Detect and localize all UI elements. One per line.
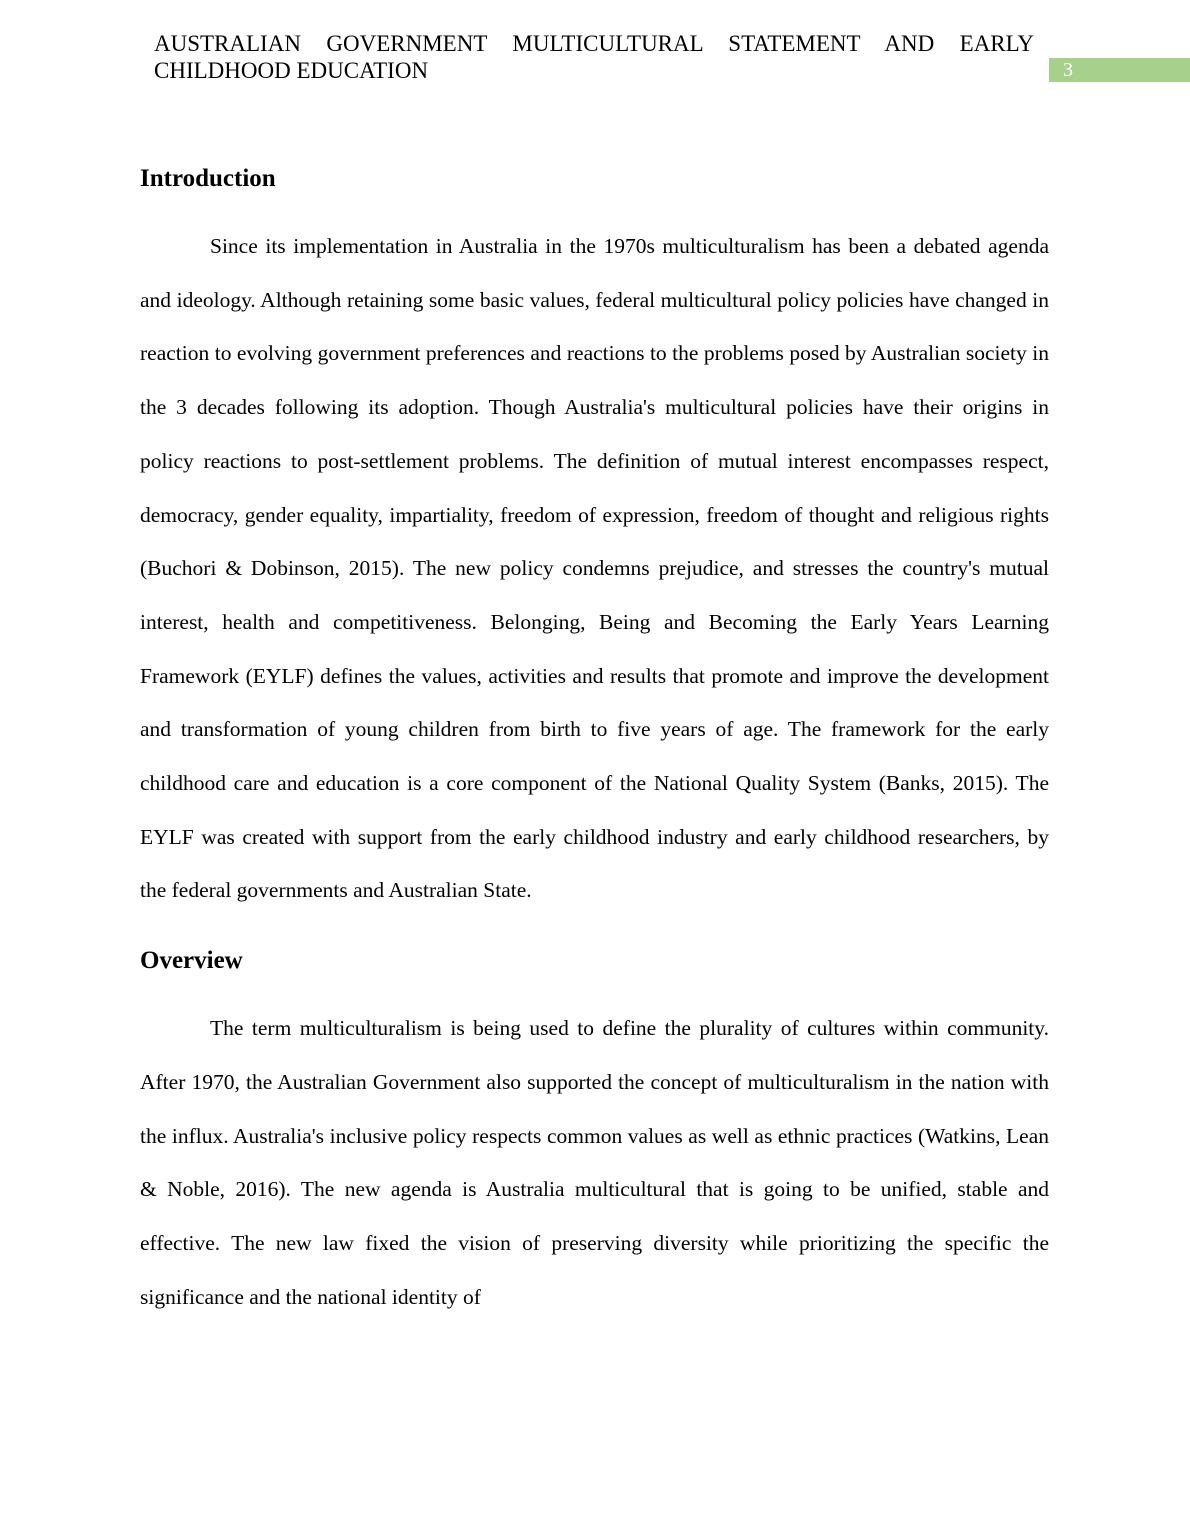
document-body xyxy=(140,160,1049,1324)
introduction-paragraph: Since its implementation in Australia in the 1970s multiculturalism has been a debated agenda and ideology. Although retaining some basic values, federal multicultural policy policies have changed in reaction to evolving government preferences and reactions to the problems posed by Australian society in the 3 decades following its adoption. Though Australia's multicultural policies have their origins in policy reactions to post-settlement problems. The definition of mutual interest encompasses respect, democracy, gender equality, impartiality, freedom of expression, freedom of thought and religious rights (Buchori & Dobinson, 2015). The new policy condemns prejudice, and stresses the country's mutual interest, health and competitiveness. Belonging, Being and Becoming the Early Years Learning Framework (EYLF) defines the values, activities and results that promote and improve the development and transformation of young children from birth to five years of age. The framework for the early childhood care and education is a core component of the National Quality System (Banks, 2015). The EYLF was created with support from the early childhood industry and early childhood researchers, by the federal governments and Australian State. xyxy=(140,234,1049,903)
overview-paragraph: The term multiculturalism is being used to define the plurality of cultures within community. After 1970, the Australian Government also supported the concept of multiculturalism in the nation with the influx. Australia's inclusive policy respects common values as well as ethnic practices (Watkins, Lean & Noble, 2016). The new agenda is Australia multicultural that is going to be unified, stable and effective. The new law fixed the vision of preserving diversity while prioritizing the specific the significance and the national identity of xyxy=(140,1016,1049,1309)
page-number-badge xyxy=(1049,58,1190,82)
page-number: 3 xyxy=(1063,59,1073,81)
running-head: AUSTRALIAN GOVERNMENT MULTICULTURAL STATEMENT AND EARLY CHILDHOOD EDUCATION xyxy=(154,31,1034,83)
overview-heading: Overview xyxy=(140,947,243,975)
introduction-heading: Introduction xyxy=(140,165,276,192)
